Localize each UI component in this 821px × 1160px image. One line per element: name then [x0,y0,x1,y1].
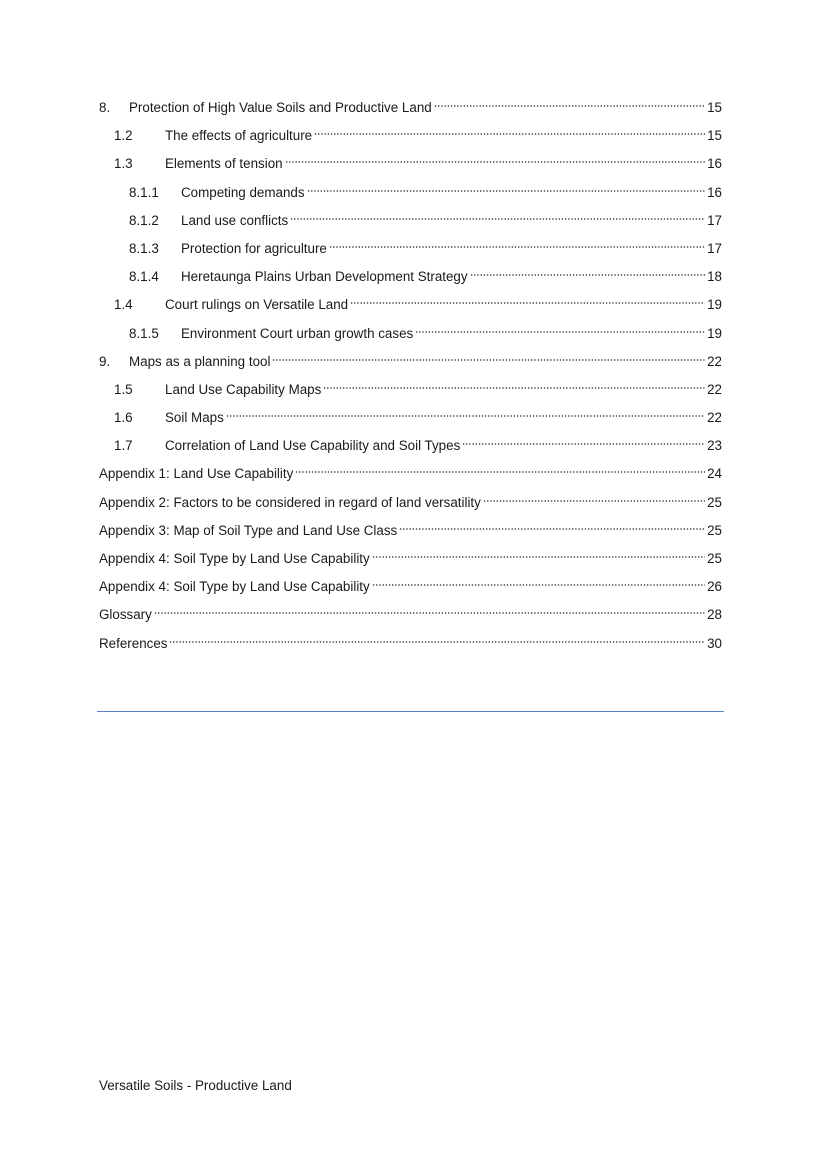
toc-entry[interactable] [99,378,722,406]
dot-leader [314,132,705,136]
dot-leader [307,189,705,193]
toc-entry[interactable] [99,209,722,237]
toc-entry[interactable] [99,181,722,209]
toc-entry-number: 8.1.1 [129,184,159,200]
toc-entry-page-number: 16 [707,156,722,172]
toc-entry[interactable] [99,293,722,321]
dot-leader [154,611,705,615]
toc-entry-number: 9. [99,353,111,369]
toc-entry-title: Court rulings on Versatile Land [165,297,349,313]
toc-entry-title: Glossary [99,607,152,623]
toc-entry-title: Protection for agriculture [181,240,327,256]
toc-entry-title: Appendix 4: Soil Type by Land Use Capability [99,551,370,566]
toc-entry[interactable] [99,124,722,152]
toc-entry[interactable] [99,519,722,547]
toc-entry[interactable] [99,237,722,265]
dot-leader [226,414,705,418]
toc-entry-page-number: 15 [707,100,722,115]
toc-entry-page-number: 25 [707,494,722,510]
toc-entry-number: 8.1.3 [129,240,159,256]
dot-leader [415,330,705,334]
toc-entry-page-number: 15 [707,128,722,144]
toc-entry-page-number: 17 [707,240,722,256]
toc-entry-page-number: 19 [707,325,722,341]
toc-entry-title: Elements of tension [165,156,283,172]
dot-leader [323,386,705,390]
toc-entry[interactable] [99,491,722,519]
toc-entry-number: 1.3 [114,156,133,172]
toc-entry-title: Appendix 4: Soil Type by Land Use Capability [99,579,370,595]
toc-entry-title: Maps as a planning tool [129,353,271,369]
toc-entry-number: 1.4 [114,297,133,313]
dot-leader [372,583,705,587]
dot-leader [290,217,705,221]
toc-entry[interactable] [99,152,722,180]
toc-entry-number: 1.7 [114,438,133,454]
toc-entry-page-number: 23 [707,438,722,454]
toc-entry-number: 1.6 [114,410,133,426]
toc-entry-title: Appendix 2: Factors to be considered in regard of land versatility [99,494,481,510]
toc-entry-page-number: 16 [707,184,722,200]
dot-leader [329,245,705,249]
toc-entry-title: Soil Maps [165,410,224,426]
toc-entry[interactable] [99,265,722,293]
toc-entry[interactable] [99,547,722,575]
toc-entry-number: 8.1.2 [129,212,159,228]
toc-entry[interactable] [99,434,722,462]
dot-leader [350,301,705,305]
section-divider [97,711,724,712]
toc-entry-number: 1.2 [114,128,133,144]
toc-entry[interactable] [99,462,722,490]
dot-leader [483,499,705,503]
dot-leader [434,104,705,108]
toc-entry[interactable] [99,322,722,350]
dot-leader [462,442,705,446]
toc-entry-title: The effects of agriculture [165,128,313,144]
toc-entry-page-number: 22 [707,353,722,369]
toc-entry-title: Correlation of Land Use Capability and Soil Types [165,438,461,454]
toc-entry-number: 8.1.5 [129,325,159,341]
toc-entry-page-number: 28 [707,607,722,623]
toc-entry-page-number: 22 [707,381,722,397]
dot-leader [169,640,705,644]
toc-entry-title: Heretaunga Plains Urban Development Strategy [181,269,468,285]
toc-entry-number: 1.5 [114,381,133,397]
toc-entry-page-number: 17 [707,212,722,228]
toc-entry-title: Appendix 1: Land Use Capability [99,466,294,482]
toc-entry-page-number: 24 [707,466,722,482]
toc-entry-title: Land use conflicts [181,212,289,228]
toc-entry-page-number: 22 [707,410,722,426]
toc-entry-page-number: 25 [707,551,722,566]
toc-entry-title: Appendix 3: Map of Soil Type and Land Use Class [99,522,398,538]
dot-leader [470,273,705,277]
dot-leader [372,555,705,559]
toc-entry[interactable] [99,406,722,434]
toc-entry-title: Protection of High Value Soils and Productive Land [129,100,432,115]
toc-entry-title: Environment Court urban growth cases [181,325,414,341]
toc-entry-page-number: 30 [707,635,722,651]
toc-entry[interactable] [99,575,722,603]
dot-leader [295,470,705,474]
toc-entry[interactable] [99,603,722,631]
table-of-contents [99,96,722,660]
dot-leader [399,527,705,531]
toc-entry-number: 8. [99,100,111,115]
toc-entry-page-number: 25 [707,522,722,538]
toc-entry-page-number: 26 [707,579,722,595]
toc-entry-page-number: 19 [707,297,722,313]
toc-entry-title: References [99,635,168,651]
dot-leader [285,160,705,164]
toc-entry-title: Land Use Capability Maps [165,381,322,397]
toc-entry-number: 8.1.4 [129,269,159,285]
toc-entry-title: Competing demands [181,184,305,200]
toc-entry-page-number: 18 [707,269,722,285]
toc-entry[interactable] [99,350,722,378]
toc-entry[interactable] [99,632,722,660]
page-footer: Versatile Soils - Productive Land [99,1078,292,1093]
toc-entry[interactable] [99,96,722,124]
dot-leader [272,358,705,362]
